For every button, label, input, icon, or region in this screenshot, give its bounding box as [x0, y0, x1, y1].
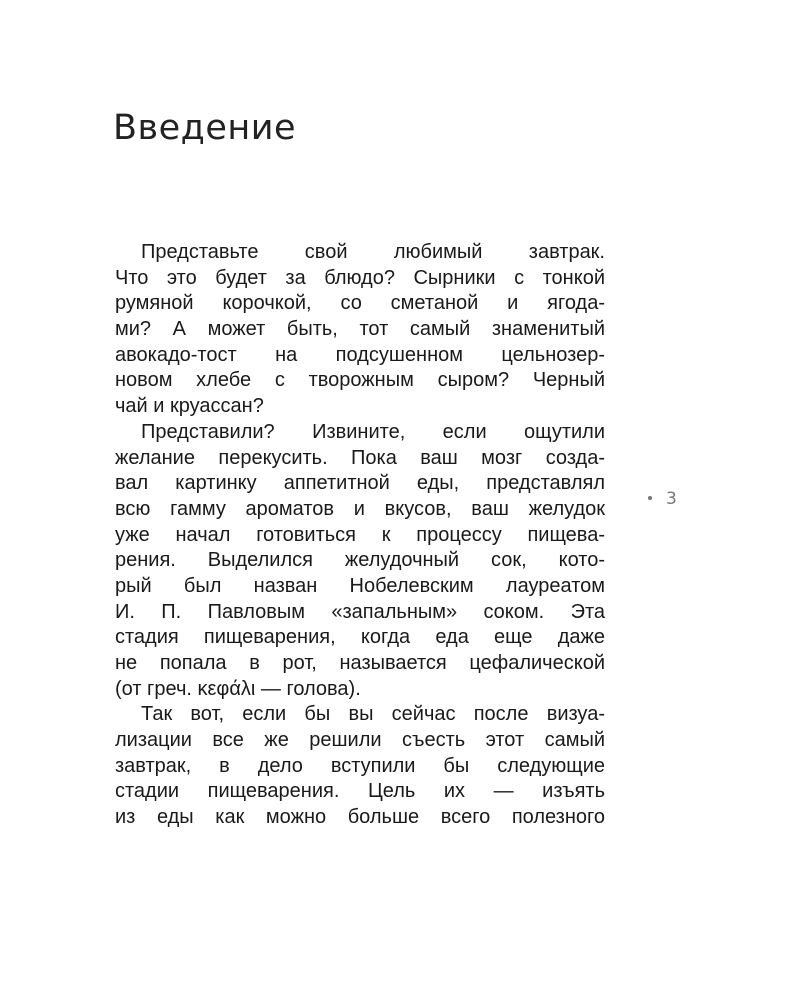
page-number-value: 3: [666, 489, 677, 509]
text-line: стадии пищеварения. Цель их — изъять: [115, 780, 605, 803]
paragraph-3: [115, 702, 605, 830]
page-number: [648, 489, 677, 509]
text-line: рый был назван Нобелевским лауреатом: [115, 574, 605, 597]
text-line: новом хлебе с творожным сыром? Черный: [115, 369, 605, 392]
paragraph-2: [115, 420, 605, 703]
text-line: стадия пищеварения, когда еда еще даже: [115, 626, 605, 649]
text-line: рения. Выделился желудочный сок, кото-: [115, 549, 605, 572]
text-line: Что это будет за блюдо? Сырники с тонкой: [115, 266, 605, 289]
text-line: лизации все же решили съесть этот самый: [115, 729, 605, 752]
text-line: ми? А может быть, тот самый знаменитый: [115, 318, 605, 341]
text-line: авокадо-тост на подсушенном цельнозер-: [115, 343, 605, 366]
text-line: желание перекусить. Пока ваш мозг созда-: [115, 446, 605, 469]
text-line: из еды как можно больше всего полезного: [115, 806, 605, 829]
bullet-dot-icon: [648, 496, 652, 500]
body-text: [115, 240, 605, 831]
text-line: Так вот, если бы вы сейчас после визуа-: [141, 703, 605, 726]
text-line: всю гамму ароматов и вкусов, ваш желудок: [115, 497, 605, 520]
chapter-title: Введение: [113, 108, 297, 148]
text-line: вал картинку аппетитной еды, представлял: [115, 472, 605, 495]
text-line: (от греч. κεφάλι — голова).: [115, 677, 361, 700]
text-line: завтрак, в дело вступили бы следующие: [115, 754, 605, 777]
paragraph-1: [115, 240, 605, 420]
text-line: чай и круассан?: [115, 395, 264, 418]
text-line: не попала в рот, называется цефалической: [115, 652, 605, 674]
text-line: уже начал готовиться к процессу пищева-: [115, 523, 605, 546]
text-line: И. П. Павловым «запальным» соком. Эта: [115, 600, 605, 623]
text-line: румяной корочкой, со сметаной и ягода-: [115, 292, 605, 315]
text-line: Представьте свой любимый завтрак.: [141, 241, 605, 263]
text-line: Представили? Извините, если ощутили: [141, 420, 605, 443]
